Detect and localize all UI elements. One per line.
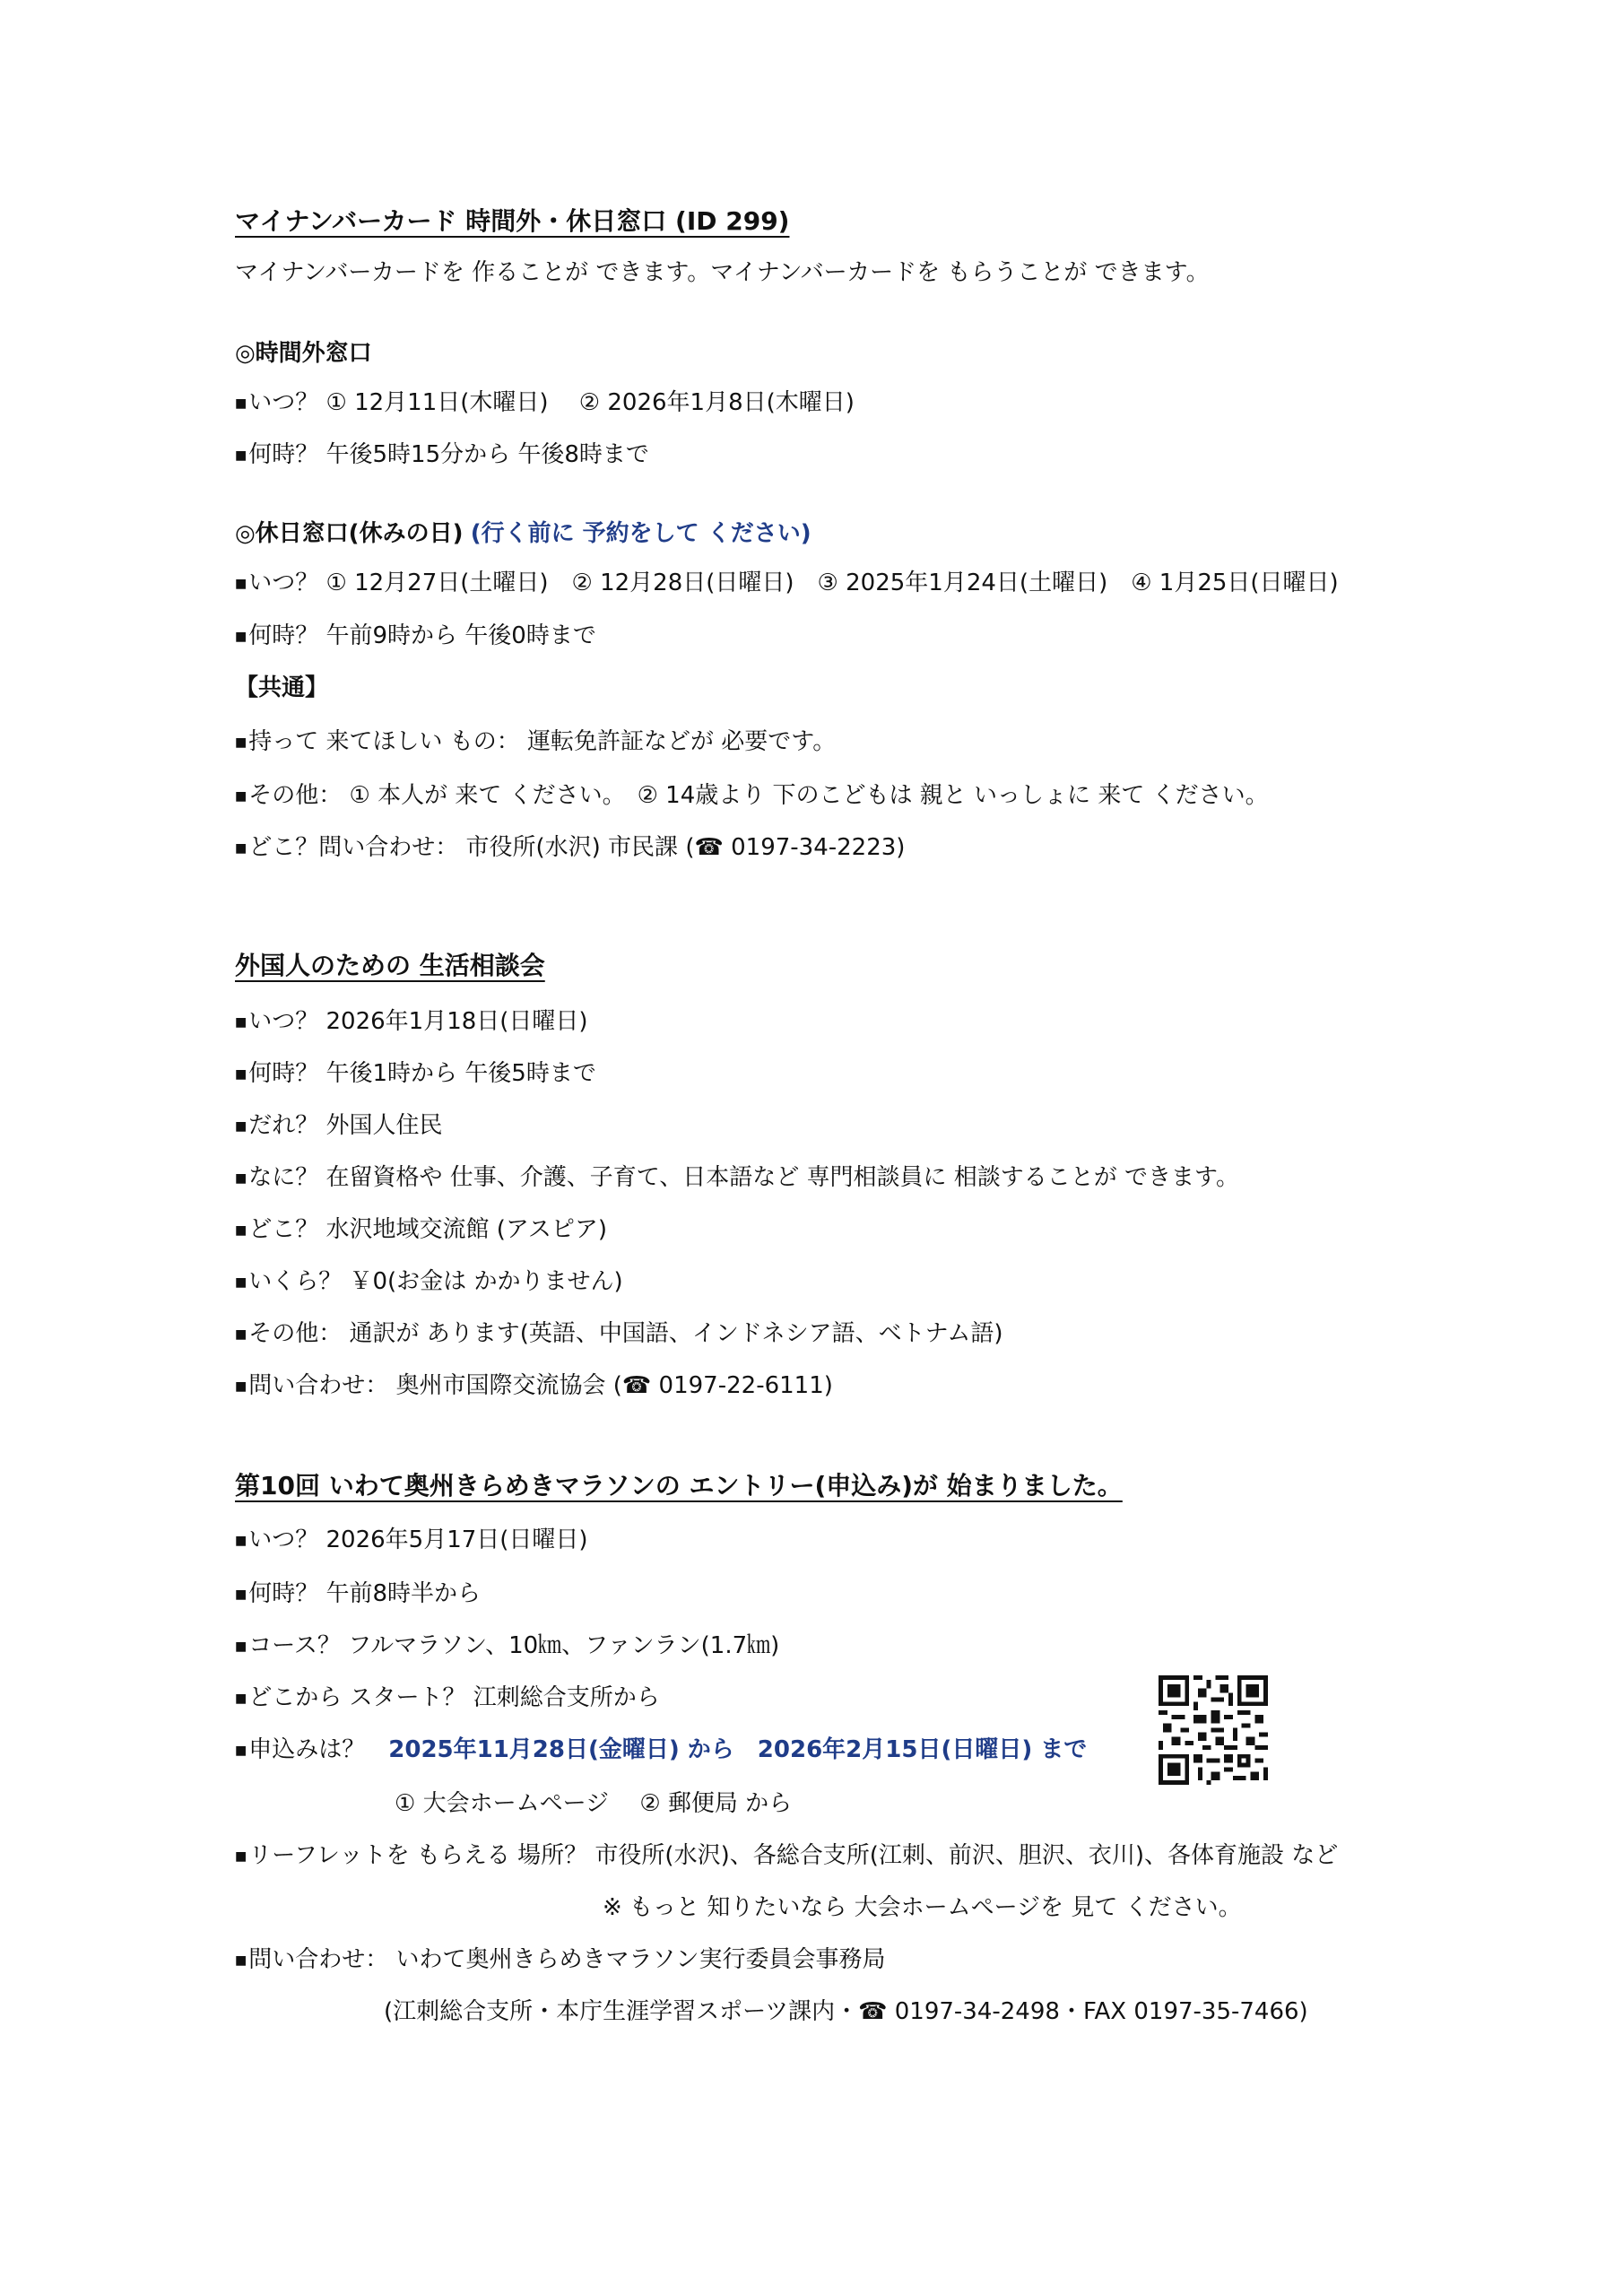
after-hours-when: ■いつ？ ① 12月11日(木曜日) ② 2026年1月8日(木曜日) <box>235 389 855 416</box>
bullet-square-icon: ■ <box>235 1378 247 1394</box>
qr-code-icon[interactable] <box>1159 1675 1268 1785</box>
consultation-what: ■なに？ 在留資格や 仕事、介護、子育て、日本語など 専門相談員に 相談することが できます。 <box>235 1164 1239 1191</box>
section-title-consultation: 外国人のための 生活相談会 <box>235 951 545 980</box>
mynumber-other: ■その他： ① 本人が 来て ください。 ② 14歳より 下のこどもは 親と いっしょに 来て ください。 <box>235 782 1269 809</box>
bullet-square-icon: ■ <box>235 576 247 591</box>
marathon-contact-detail: (江刺総合支所・本庁生涯学習スポーツ課内・☎ 0197-34-2498・FAX 0197-35-7466) <box>384 1998 1308 2025</box>
leaflet-locations: ■リーフレットを もらえる 場所？ 市役所(水沢)、各総合支所(江刺、前沢、胆沢、衣川)、各体育施設 など <box>235 1842 1339 1869</box>
bullet-square-icon: ■ <box>235 1639 247 1654</box>
bullet-square-icon: ■ <box>235 396 247 411</box>
bullet-square-icon: ■ <box>235 1691 247 1706</box>
consultation-other: ■その他： 通訳が あります(英語、中国語、インドネシア語、ベトナム語) <box>235 1320 1003 1347</box>
bullet-square-icon: ■ <box>235 788 247 804</box>
bullet-square-icon: ■ <box>235 1533 247 1548</box>
consultation-contact: ■問い合わせ： 奥州市国際交流協会 (☎ 0197-22-6111) <box>235 1372 833 1399</box>
bullet-square-icon: ■ <box>235 448 247 463</box>
bullet-square-icon: ■ <box>235 1326 247 1342</box>
bullet-square-icon: ■ <box>235 840 247 856</box>
bullet-square-icon: ■ <box>235 1743 247 1758</box>
section-title-marathon: 第10回 いわて奥州きらめきマラソンの エントリー(申込み)が 始まりました。 <box>235 1471 1123 1500</box>
apply-methods: ① 大会ホームページ ② 郵便局 から <box>395 1790 793 1817</box>
bullet-square-icon: ■ <box>235 629 247 644</box>
holiday-title: ◎休日窓口(休みの日) (行く前に 予約をして ください) <box>235 520 812 547</box>
marathon-course: ■コース？ フルマラソン、10㎞、ファンラン(1.7㎞) <box>235 1632 780 1659</box>
consultation-time: ■何時？ 午後1時から 午後5時まで <box>235 1060 596 1087</box>
marathon-when: ■いつ？ 2026年5月17日(日曜日) <box>235 1526 588 1553</box>
bullet-square-icon: ■ <box>235 1274 247 1290</box>
consultation-where: ■どこ？ 水沢地域交流館 (アスピア) <box>235 1216 608 1243</box>
bullet-square-icon: ■ <box>235 1170 247 1186</box>
more-info-note: ※ もっと 知りたいなら 大会ホームページを 見て ください。 <box>603 1894 1242 1921</box>
marathon-apply: ■申込みは？ 2025年11月28日(金曜日) から 2026年2月15日(日曜日) まで <box>235 1736 1088 1763</box>
bullet-square-icon: ■ <box>235 1222 247 1238</box>
holiday-when: ■いつ？ ① 12月27日(土曜日) ② 12月28日(日曜日) ③ 2025年1月24日(土曜日) ④ 1月25日(日曜日) <box>235 570 1339 596</box>
holiday-time: ■何時？ 午前9時から 午後0時まで <box>235 622 596 649</box>
bullet-square-icon: ■ <box>235 1587 247 1602</box>
bullet-square-icon: ■ <box>235 1952 247 1968</box>
bullet-square-icon: ■ <box>235 1014 247 1030</box>
bullet-square-icon: ■ <box>235 1118 247 1134</box>
after-hours-time: ■何時？ 午後5時15分から 午後8時まで <box>235 441 649 468</box>
mynumber-intro: マイナンバーカードを 作ることが できます。マイナンバーカードを もらうことが できます。 <box>235 259 1210 286</box>
marathon-start: ■どこから スタート？ 江刺総合支所から <box>235 1684 660 1711</box>
common-label: 【共通】 <box>235 674 329 701</box>
marathon-contact: ■問い合わせ： いわて奥州きらめきマラソン実行委員会事務局 <box>235 1946 886 1973</box>
mynumber-contact: ■どこ？問い合わせ： 市役所(水沢) 市民課 (☎ 0197-34-2223) <box>235 834 906 861</box>
marathon-time: ■何時？ 午前8時半から <box>235 1580 482 1607</box>
bullet-square-icon: ■ <box>235 735 247 750</box>
apply-period: 2025年11月28日(金曜日) から 2026年2月15日(日曜日) まで <box>388 1736 1088 1763</box>
consultation-who: ■だれ？ 外国人住民 <box>235 1112 443 1139</box>
after-hours-title: ◎時間外窓口 <box>235 340 372 367</box>
bullet-square-icon: ■ <box>235 1066 247 1082</box>
consultation-cost: ■いくら？ ￥0(お金は かかりません) <box>235 1268 623 1295</box>
section-title-mynumber: マイナンバーカード 時間外・休日窓口 (ID 299) <box>235 206 790 236</box>
consultation-when: ■いつ？ 2026年1月18日(日曜日) <box>235 1008 588 1035</box>
bullet-square-icon: ■ <box>235 1848 247 1864</box>
bring-items: ■持って 来てほしい もの： 運転免許証などが 必要です。 <box>235 728 837 755</box>
holiday-reservation-note: (行く前に 予約をして ください) <box>470 520 812 547</box>
